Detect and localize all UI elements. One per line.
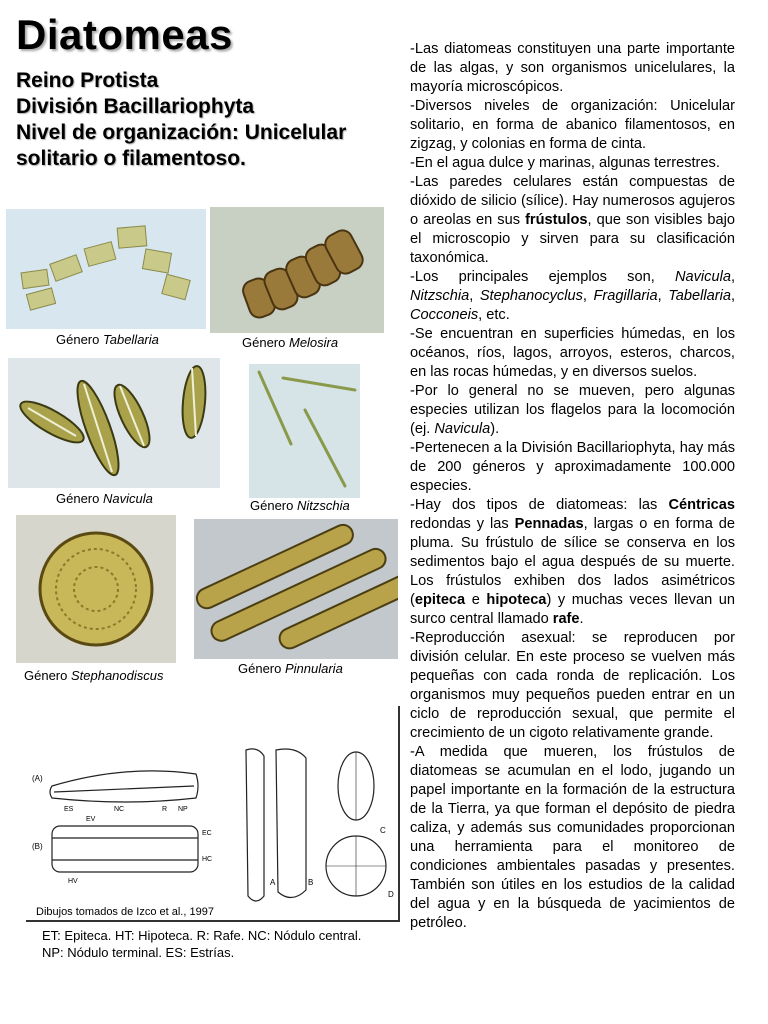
- label-hc: HC: [202, 856, 213, 863]
- nitzschia-photo: [249, 364, 360, 498]
- caption-melosira: Género Melosira: [242, 335, 339, 350]
- caption-tabellaria: Género Tabellaria: [56, 332, 159, 347]
- label-nc: NC: [114, 806, 125, 813]
- label-ec: EC: [202, 830, 212, 837]
- label-a: (A): [32, 774, 43, 783]
- legend-line-2: NP: Nódulo terminal. ES: Estrías.: [42, 945, 235, 960]
- page-title: Diatomeas: [16, 11, 233, 58]
- paragraph-8: -Pertenecen a la División Bacillariophyta, hay más de 200 géneros y aproximadamente 100.000 especies.: [410, 440, 735, 494]
- label-diagram-b: B: [308, 878, 314, 887]
- label-np: NP: [178, 806, 188, 813]
- subtitle-level-cont: solitario o filamentoso.: [16, 147, 246, 170]
- paragraph-3: -En el agua dulce y marinas, algunas terrestres.: [410, 155, 720, 171]
- diatom-diagrams: [26, 706, 400, 922]
- label-diagram-d: D: [388, 890, 394, 899]
- subtitle-block: [16, 68, 396, 172]
- paragraph-1: -Las diatomeas constituyen una parte importante de las algas, y son organismos unicelulares, la mayoría microscópicos.: [410, 41, 735, 95]
- paragraph-11: -A medida que mueren, los frústulos de diatomeas se acumulan en el lodo, jugando un papel importante en la formación de la estructura de la Tierra, ya que forman el depósito de piedra caliza, y además sus comunidades proporcionan una herramienta para el monitoreo de condiciones ambientales pasadas y presentes. También son útiles en los estudios de la calidad del agua y en la búsqueda de yacimientos de petróleo.: [410, 744, 735, 931]
- melosira-photo: [210, 207, 384, 333]
- pinnularia-photo: [194, 519, 398, 659]
- paragraph-6: -Se encuentran en superficies húmedas, en los océanos, ríos, lagos, arroyos, esteros, charcos, en las rocas húmedas, y en diversos suelos.: [410, 326, 735, 380]
- label-ev: EV: [86, 816, 96, 823]
- paragraph-5: -Los principales ejemplos son, Navicula, Nitzschia, Stephanocyclus, Fragillaria, Tabellaria, Cocconeis, etc.: [410, 269, 736, 323]
- label-r: R: [162, 806, 168, 813]
- label-diagram-c: C: [380, 826, 386, 835]
- paragraph-10: -Reproducción asexual: se reproducen por división celular. En este proceso se vuelven más pequeñas con cada ronda de replicación. Los organismos muy pequeños pueden entrar en un ciclo de reproducción sexual, que permite el crecimiento de un cigoto relativamente grande.: [410, 630, 735, 741]
- paragraph-7: -Por lo general no se mueven, pero algunas especies utilizan los flagelos para la locomoción (ej. Navicula).: [410, 383, 735, 437]
- text-column: [410, 40, 735, 933]
- label-diagram-a: A: [270, 878, 276, 887]
- caption-pinnularia: Género Pinnularia: [238, 661, 343, 676]
- caption-nitzschia: Género Nitzschia: [250, 498, 350, 513]
- subtitle-level: Nivel de organización: Unicelular: [16, 121, 347, 144]
- navicula-photo: [8, 358, 220, 488]
- subtitle-kingdom: Reino Protista: [16, 69, 159, 92]
- caption-stephanodiscus: Género Stephanodiscus: [24, 668, 164, 683]
- label-b: (B): [32, 842, 43, 851]
- paragraph-4: -Las paredes celulares están compuestas de dióxido de silicio (sílice). Hay numerosos agujeros o areolas en sus frústulos, que son visibles bajo el microscopio y sirven para su clasificación taxonómica.: [410, 174, 735, 266]
- diagram-legend: [42, 927, 402, 961]
- tabellaria-photo: [6, 209, 206, 329]
- paragraph-9: -Hay dos tipos de diatomeas: las Céntricas redondas y las Pennadas, largas o en forma de pluma. Su frústulo de sílice se conserva en los sedimentos bajo el agua después de su muerte. Los frústulos exhiben dos lados asimétricos (epiteca e hipoteca) y muchas veces llevan un surco central llamado rafe.: [410, 497, 735, 627]
- caption-navicula: Género Navicula: [56, 491, 153, 506]
- legend-line-1: ET: Epiteca. HT: Hipoteca. R: Rafe. NC: Nódulo central.: [42, 928, 362, 943]
- label-es: ES: [64, 806, 74, 813]
- paragraph-2: -Diversos niveles de organización: Unicelular solitario, en forma de abanico filamentosos, en zigzag, y colonias en forma de cinta.: [410, 98, 735, 152]
- subtitle-division: División Bacillariophyta: [16, 95, 255, 118]
- stephanodiscus-photo: [16, 515, 176, 663]
- diagram-credit: Dibujos tomados de Izco et al., 1997: [36, 906, 214, 918]
- label-hv: HV: [68, 878, 78, 885]
